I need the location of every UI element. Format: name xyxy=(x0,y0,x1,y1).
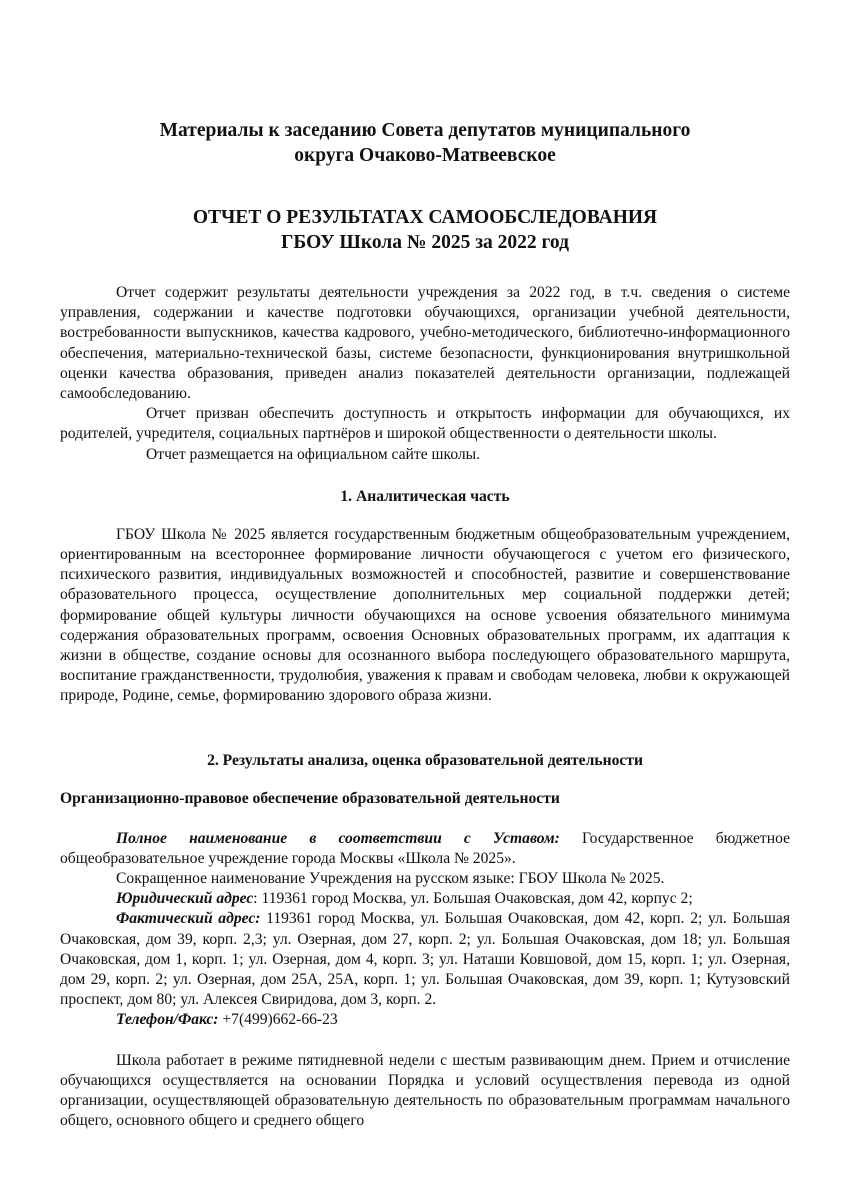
short-name-paragraph: Сокращенное наименование Учреждения на русском языке: ГБОУ Школа № 2025. xyxy=(116,870,665,888)
full-name-label: Полное наименование в соответствии с Уставом: xyxy=(116,829,560,847)
report-title-line-2: ГБОУ Школа № 2025 за 2022 год xyxy=(281,232,569,253)
legal-address-value: : 119361 город Москва, ул. Большая Очаковская, дом 42, корпус 2; xyxy=(253,890,693,908)
section-1-heading: 1. Аналитическая часть xyxy=(340,487,510,505)
section-1-paragraph: ГБОУ Школа № 2025 является государственным бюджетным общеобразовательным учреждением, ориентированным на всестороннее формирование личности обучающегося с учетом его физического, психического развития, индивидуальных возможностей и способностей, развитие и совершенствование образовательного процесса, осуществление дополнительных мер социальной поддержки детей; формирование общей культуры личности обучающихся на основе усвоения обязательного минимума содержания образовательных программ, освоения Основных образовательных программ, их адаптация к жизни в обществе, создание основы для осознанного выбора последующего образовательного маршрута, воспитание гражданственности, трудолюбия, уважения к правам и свободам человека, любви к окружающей природе, Родине, семье, формированию здорового образа жизни. xyxy=(60,525,790,705)
phone-value: +7(499)662-66-23 xyxy=(218,1011,338,1029)
actual-address-value: 119361 город Москва, ул. Большая Очаковская, дом 42, корп. 2; ул. Большая Очаковская, дом 39, корп. 2,3; ул. Озерная, дом 27, корп. 2; ул. Большая Очаковская, дом 18; ул. Большая Очаковская, дом 1, корп. 1; ул. Озерная, дом 4, корп. 3; ул. Наташи Ковшовой, дом 15, корп. 1; ул. Озерная, дом 29, корп. 2; ул. Озерная, дом 25А, 25А, корп. 1; ул. Большая Очаковская, дом 39, корп. 1; Кутузовский проспект, дом 80; ул. Алексея Свиридова, дом 3, корп. 2. xyxy=(60,910,790,1009)
schedule-paragraph: Школа работает в режиме пятидневной недели с шестым развивающим днем. Прием и отчисление обучающихся осуществляется на основании Порядка и условий осуществления перевода из одной организации, осуществляющей образовательную деятельность по образовательным программам начального общего, основного общего и среднего общего xyxy=(60,1051,790,1130)
phone-label: Телефон/Факс: xyxy=(116,1011,219,1029)
actual-address-label: Фактический адрес: xyxy=(116,910,261,928)
intro-paragraph-3: Отчет размещается на официальном сайте школы. xyxy=(146,445,481,463)
full-name-value: Государственное бюджетное общеобразовательное учреждение города Москвы «Школа № 2025». xyxy=(60,829,791,867)
actual-address-paragraph xyxy=(60,909,790,1010)
full-name-paragraph xyxy=(60,829,790,869)
section-2-heading: 2. Результаты анализа, оценка образовательной деятельности xyxy=(207,751,643,769)
document-page xyxy=(60,118,790,1132)
header-line-2: округа Очаково-Матвеевское xyxy=(294,145,556,166)
intro-paragraph-1: Отчет содержит результаты деятельности учреждения за 2022 год, в т.ч. сведения о системе управления, содержании и качестве подготовки обучающихся, организации учебной деятельности, востребованности выпускников, качества кадрового, учебно-методического, библиотечно-информационного обеспечения, материально-технической базы, системе безопасности, функционирования внутришкольной оценки качества образования, приведен анализ показателей деятельности организации, подлежащей самообследованию. xyxy=(60,284,790,403)
legal-address-paragraph xyxy=(60,889,790,909)
intro-paragraph-2: Отчет призван обеспечить доступность и открытость информации для обучающихся, их родителей, учредителя, социальных партнёров и широкой общественности о деятельности школы. xyxy=(60,405,790,443)
legal-address-label: Юридический адрес xyxy=(116,890,254,908)
report-title-line-1: ОТЧЕТ О РЕЗУЛЬТАТАХ САМООБСЛЕДОВАНИЯ xyxy=(192,207,658,228)
section-2-subheading: Организационно-правовое обеспечение образовательной деятельности xyxy=(60,789,560,807)
phone-paragraph xyxy=(60,1010,790,1030)
header-line-1: Материалы к заседанию Совета депутатов муниципального xyxy=(159,120,691,141)
